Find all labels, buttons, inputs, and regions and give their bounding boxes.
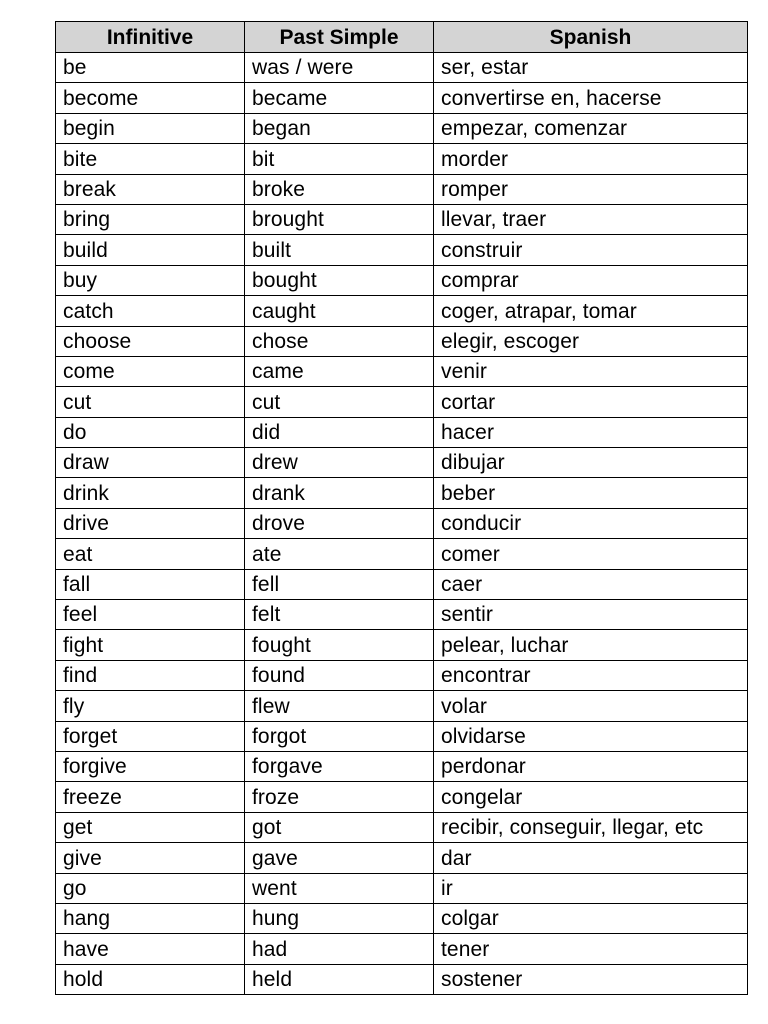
table-row [56, 873, 748, 903]
cell-spanish: pelear, luchar [434, 630, 748, 660]
cell-infinitive: fight [56, 630, 245, 660]
table-row [56, 934, 748, 964]
cell-spanish: beber [434, 478, 748, 508]
cell-past-simple: found [245, 660, 434, 690]
cell-infinitive: buy [56, 265, 245, 295]
irregular-verbs-table [55, 21, 748, 995]
cell-spanish: caer [434, 569, 748, 599]
cell-spanish: empezar, comenzar [434, 113, 748, 143]
cell-past-simple: chose [245, 326, 434, 356]
table-row [56, 326, 748, 356]
table-row [56, 751, 748, 781]
cell-past-simple: cut [245, 387, 434, 417]
cell-spanish: colgar [434, 903, 748, 933]
cell-spanish: dibujar [434, 448, 748, 478]
cell-past-simple: ate [245, 539, 434, 569]
table-row [56, 721, 748, 751]
cell-infinitive: drive [56, 508, 245, 538]
cell-infinitive: freeze [56, 782, 245, 812]
cell-spanish: tener [434, 934, 748, 964]
cell-past-simple: fell [245, 569, 434, 599]
cell-past-simple: gave [245, 843, 434, 873]
table-row [56, 660, 748, 690]
cell-spanish: hacer [434, 417, 748, 447]
cell-past-simple: forgot [245, 721, 434, 751]
cell-spanish: volar [434, 691, 748, 721]
cell-infinitive: find [56, 660, 245, 690]
cell-infinitive: hold [56, 964, 245, 994]
cell-past-simple: bit [245, 144, 434, 174]
cell-spanish: dar [434, 843, 748, 873]
table-row [56, 691, 748, 721]
table-header [56, 22, 748, 53]
cell-infinitive: draw [56, 448, 245, 478]
cell-infinitive: have [56, 934, 245, 964]
cell-spanish: comer [434, 539, 748, 569]
cell-infinitive: fly [56, 691, 245, 721]
cell-infinitive: do [56, 417, 245, 447]
table-row [56, 903, 748, 933]
cell-past-simple: drew [245, 448, 434, 478]
cell-spanish: morder [434, 144, 748, 174]
cell-infinitive: fall [56, 569, 245, 599]
header-row [56, 22, 748, 53]
header-infinitive: Infinitive [56, 22, 245, 53]
cell-spanish: ir [434, 873, 748, 903]
table-row [56, 174, 748, 204]
cell-past-simple: flew [245, 691, 434, 721]
cell-infinitive: bring [56, 204, 245, 234]
cell-infinitive: give [56, 843, 245, 873]
cell-spanish: congelar [434, 782, 748, 812]
verb-table-sheet [55, 21, 747, 995]
table-row [56, 296, 748, 326]
cell-past-simple: went [245, 873, 434, 903]
table-row [56, 356, 748, 386]
table-row [56, 448, 748, 478]
cell-past-simple: built [245, 235, 434, 265]
cell-infinitive: forget [56, 721, 245, 751]
cell-past-simple: brought [245, 204, 434, 234]
cell-spanish: romper [434, 174, 748, 204]
cell-spanish: convertirse en, hacerse [434, 83, 748, 113]
cell-spanish: conducir [434, 508, 748, 538]
table-row [56, 83, 748, 113]
cell-infinitive: get [56, 812, 245, 842]
cell-past-simple: forgave [245, 751, 434, 781]
cell-infinitive: cut [56, 387, 245, 417]
cell-infinitive: catch [56, 296, 245, 326]
cell-infinitive: hang [56, 903, 245, 933]
cell-past-simple: caught [245, 296, 434, 326]
cell-past-simple: got [245, 812, 434, 842]
table-row [56, 539, 748, 569]
table-body [56, 53, 748, 995]
cell-past-simple: did [245, 417, 434, 447]
cell-spanish: sentir [434, 600, 748, 630]
cell-past-simple: fought [245, 630, 434, 660]
cell-past-simple: drove [245, 508, 434, 538]
cell-infinitive: break [56, 174, 245, 204]
cell-past-simple: bought [245, 265, 434, 295]
table-row [56, 417, 748, 447]
cell-past-simple: felt [245, 600, 434, 630]
cell-infinitive: be [56, 53, 245, 83]
cell-spanish: olvidarse [434, 721, 748, 751]
cell-past-simple: had [245, 934, 434, 964]
table-row [56, 569, 748, 599]
cell-past-simple: held [245, 964, 434, 994]
cell-infinitive: begin [56, 113, 245, 143]
cell-infinitive: bite [56, 144, 245, 174]
table-row [56, 265, 748, 295]
cell-infinitive: build [56, 235, 245, 265]
cell-past-simple: began [245, 113, 434, 143]
table-row [56, 843, 748, 873]
table-row [56, 630, 748, 660]
header-spanish: Spanish [434, 22, 748, 53]
cell-spanish: construir [434, 235, 748, 265]
cell-past-simple: hung [245, 903, 434, 933]
cell-spanish: recibir, conseguir, llegar, etc [434, 812, 748, 842]
table-row [56, 53, 748, 83]
header-past-simple: Past Simple [245, 22, 434, 53]
cell-spanish: llevar, traer [434, 204, 748, 234]
cell-spanish: coger, atrapar, tomar [434, 296, 748, 326]
cell-spanish: ser, estar [434, 53, 748, 83]
table-row [56, 782, 748, 812]
table-row [56, 600, 748, 630]
cell-infinitive: become [56, 83, 245, 113]
cell-past-simple: drank [245, 478, 434, 508]
table-row [56, 812, 748, 842]
cell-infinitive: come [56, 356, 245, 386]
cell-infinitive: feel [56, 600, 245, 630]
table-row [56, 964, 748, 994]
table-row [56, 508, 748, 538]
cell-spanish: cortar [434, 387, 748, 417]
cell-spanish: sostener [434, 964, 748, 994]
cell-past-simple: came [245, 356, 434, 386]
cell-infinitive: eat [56, 539, 245, 569]
cell-past-simple: became [245, 83, 434, 113]
cell-spanish: elegir, escoger [434, 326, 748, 356]
table-row [56, 204, 748, 234]
table-row [56, 387, 748, 417]
cell-spanish: venir [434, 356, 748, 386]
table-row [56, 144, 748, 174]
cell-spanish: encontrar [434, 660, 748, 690]
cell-infinitive: choose [56, 326, 245, 356]
cell-infinitive: go [56, 873, 245, 903]
table-row [56, 113, 748, 143]
cell-spanish: comprar [434, 265, 748, 295]
table-row [56, 235, 748, 265]
cell-past-simple: froze [245, 782, 434, 812]
cell-spanish: perdonar [434, 751, 748, 781]
table-row [56, 478, 748, 508]
cell-infinitive: drink [56, 478, 245, 508]
cell-past-simple: was / were [245, 53, 434, 83]
cell-past-simple: broke [245, 174, 434, 204]
cell-infinitive: forgive [56, 751, 245, 781]
